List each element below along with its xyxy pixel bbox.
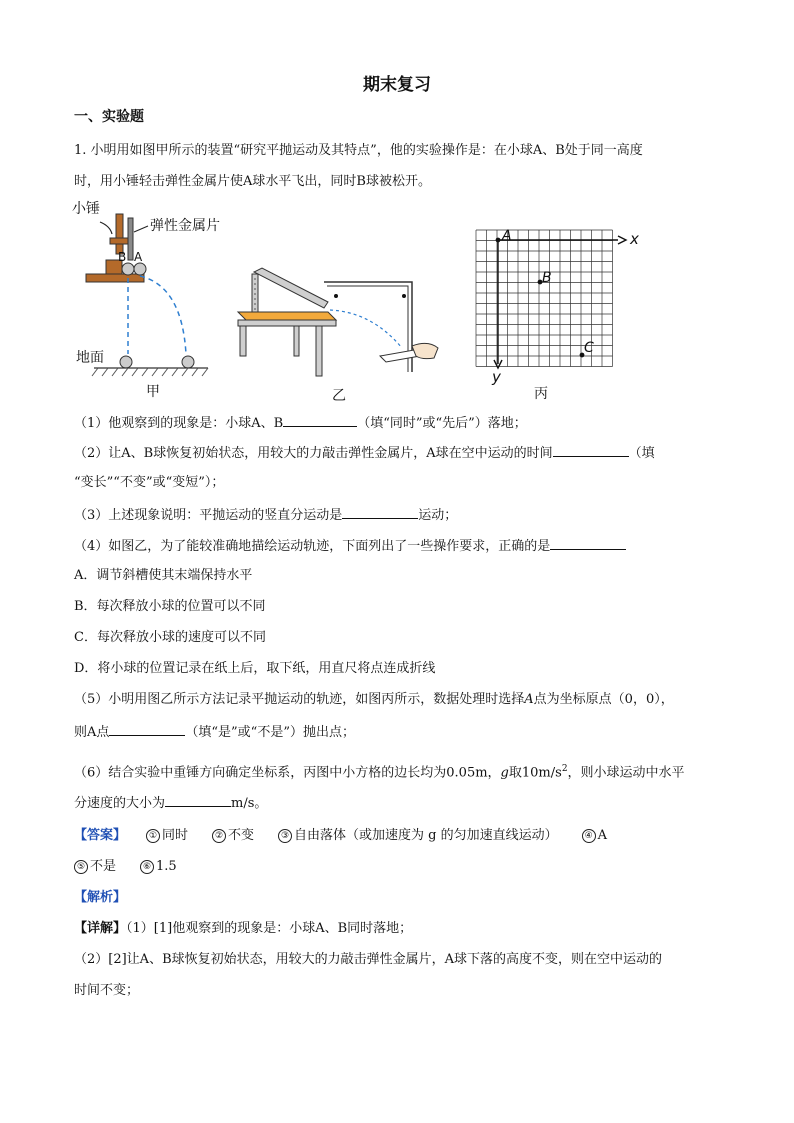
point-a — [496, 238, 501, 243]
answer-item — [74, 858, 116, 876]
option-a: A．调节斜槽使其末端保持水平 — [74, 568, 253, 583]
detail-line1 — [74, 920, 412, 938]
part3-text-a: （3）上述现象说明：平抛运动的竖直分运动是 — [74, 508, 343, 523]
option-d: D．将小球的位置记录在纸上后，取下纸，用直尺将点连成折线 — [74, 661, 436, 676]
table-top — [238, 312, 336, 320]
label-point-c: C — [584, 340, 594, 356]
part6-text-b: 取 — [508, 765, 522, 781]
part2-text-a: （2）让A、B球恢复初始状态，用较大的力敲击弹性金属片，A球在空中运动的时间 — [74, 446, 553, 461]
board-pin-right — [402, 294, 406, 298]
question-stem-line2: 时，用小锤轻击弹性金属片使A球水平飞出，同时B球被松开。 — [74, 174, 431, 189]
part6-value: 10m/s — [521, 765, 562, 781]
part3-blank[interactable] — [342, 505, 418, 519]
answer-item — [146, 827, 188, 845]
answer-num: ③ — [278, 829, 292, 843]
plate-pointer — [134, 226, 148, 232]
part6-blank[interactable] — [165, 793, 231, 807]
x-axis-arrow — [618, 236, 626, 244]
page-title: 期末复习 — [363, 75, 431, 95]
answer-text: 不变 — [228, 828, 255, 843]
detail-text-1: （1）[1]他观察到的现象是：小球A、B同时落地； — [126, 921, 413, 936]
part2 — [74, 443, 655, 463]
part5-line2 — [74, 722, 355, 742]
answer-item — [212, 827, 254, 845]
caption-bing: 丙 — [534, 386, 548, 402]
part5-text-d: （填“是”或“不是”）抛出点； — [185, 725, 355, 740]
answer-row1 — [74, 827, 607, 845]
table-edge — [238, 320, 336, 326]
ground-hatch — [92, 368, 208, 376]
hammer-handle — [116, 214, 123, 254]
answer-item — [140, 858, 177, 876]
answer-num: ④ — [582, 829, 596, 843]
table-leg-left — [240, 326, 246, 356]
part4-text-a: （4）如图乙，为了能较准确地描绘运动轨迹，下面列出了一些操作要求，正确的是 — [74, 539, 551, 554]
caption-jia: 甲 — [146, 384, 160, 400]
figure-jia — [70, 196, 240, 406]
detail-line2: （2）[2]让A、B球恢复初始状态，用较大的力敲击弹性金属片，A球下落的高度不变，则在空中运动的 — [74, 952, 663, 967]
answer-text: 不是 — [90, 859, 117, 874]
ball-a-landed — [182, 356, 194, 368]
part1 — [74, 413, 527, 433]
part6-line2 — [74, 793, 267, 813]
answer-label: 【答案】 — [74, 828, 127, 843]
part2-text-b: （填 — [628, 446, 655, 461]
caption-yi: 乙 — [332, 388, 346, 404]
answer-text: 自由落体（或加速度为 g 的匀加速直线运动） — [294, 828, 558, 843]
question-stem-line1: 1. 小明用如图甲所示的装置“研究平抛运动及其特点”，他的实验操作是：在小球A、B处于同一高度 — [74, 143, 643, 158]
option-b: B．每次释放小球的位置可以不同 — [74, 599, 266, 614]
part2-blank[interactable] — [553, 443, 629, 457]
part6-text-e: m/s。 — [231, 796, 268, 811]
label-point-b: B — [542, 270, 552, 286]
part6-text-c: ，则小球运动中水平 — [567, 765, 685, 781]
label-y: y — [492, 368, 501, 386]
ball-a — [134, 263, 146, 275]
analysis-label: 【解析】 — [74, 890, 127, 905]
label-a: A — [134, 250, 143, 264]
answer-item — [278, 827, 558, 845]
table-leg-back — [294, 326, 299, 356]
label-plate: 弹性金属片 — [150, 218, 220, 234]
part1-text-b: （填“同时”或“先后”）落地； — [357, 416, 527, 431]
trajectory-a — [140, 276, 186, 354]
option-c: C．每次释放小球的速度可以不同 — [74, 630, 266, 645]
answer-item — [582, 827, 607, 845]
part6-sup: 2 — [561, 764, 568, 774]
table-leg-right — [316, 326, 322, 376]
part6-text-d: 分速度的大小为 — [74, 796, 166, 811]
label-hammer: 小锤 — [72, 201, 100, 217]
answer-num: ① — [146, 829, 160, 843]
label-b: B — [118, 250, 127, 264]
part5-text-c: 则A点 — [74, 725, 110, 740]
part5-text-a: （5）小明用图乙所示方法记录平抛运动的轨迹，如图丙所示，数据处理时选择 — [74, 692, 525, 707]
answer-num: ② — [212, 829, 226, 843]
hand — [412, 343, 438, 358]
part4-blank[interactable] — [550, 536, 626, 550]
part5-italic-a: A — [524, 692, 534, 707]
part2-text-c: “变长”“不变”或“变短”）； — [74, 475, 225, 490]
elastic-plate — [128, 218, 133, 260]
part1-text-a: （1）他观察到的现象是：小球A、B — [74, 416, 284, 431]
part3 — [74, 505, 457, 525]
answer-text: 1.5 — [156, 859, 177, 874]
chute — [254, 268, 328, 308]
figure-bing — [468, 224, 648, 404]
answer-num: ⑥ — [140, 860, 154, 874]
part3-text-b: 运动； — [418, 508, 458, 523]
part5-text-b: 点为坐标原点（0，0）， — [533, 692, 674, 707]
part6-g: g — [500, 765, 509, 781]
answer-num: ⑤ — [74, 860, 88, 874]
label-point-a: A — [502, 228, 512, 244]
detail-label: 【详解】 — [74, 921, 127, 936]
part5-blank[interactable] — [109, 722, 185, 736]
answer-text: 同时 — [162, 828, 189, 843]
part4 — [74, 536, 626, 556]
answer-row2 — [74, 858, 201, 876]
label-x: x — [630, 230, 639, 248]
trajectory-yi — [330, 310, 402, 348]
apparatus-base — [86, 274, 144, 282]
section-heading: 一、实验题 — [74, 109, 144, 125]
part5 — [74, 691, 674, 709]
figure-yi — [232, 262, 444, 408]
board-pin-left — [334, 294, 338, 298]
part6-text-a: （6）结合实验中重锤方向确定坐标系，丙图中小方格的边长均为0.05m， — [74, 765, 501, 781]
detail-line3: 时间不变； — [74, 983, 140, 998]
hammer-head — [110, 238, 128, 244]
part1-blank[interactable] — [283, 413, 357, 427]
ball-b-landed — [120, 356, 132, 368]
part6 — [74, 760, 685, 782]
label-ground: 地面 — [76, 350, 104, 366]
answer-text: A — [597, 828, 608, 843]
hammer-pointer — [100, 222, 112, 234]
ball-b — [122, 263, 134, 275]
